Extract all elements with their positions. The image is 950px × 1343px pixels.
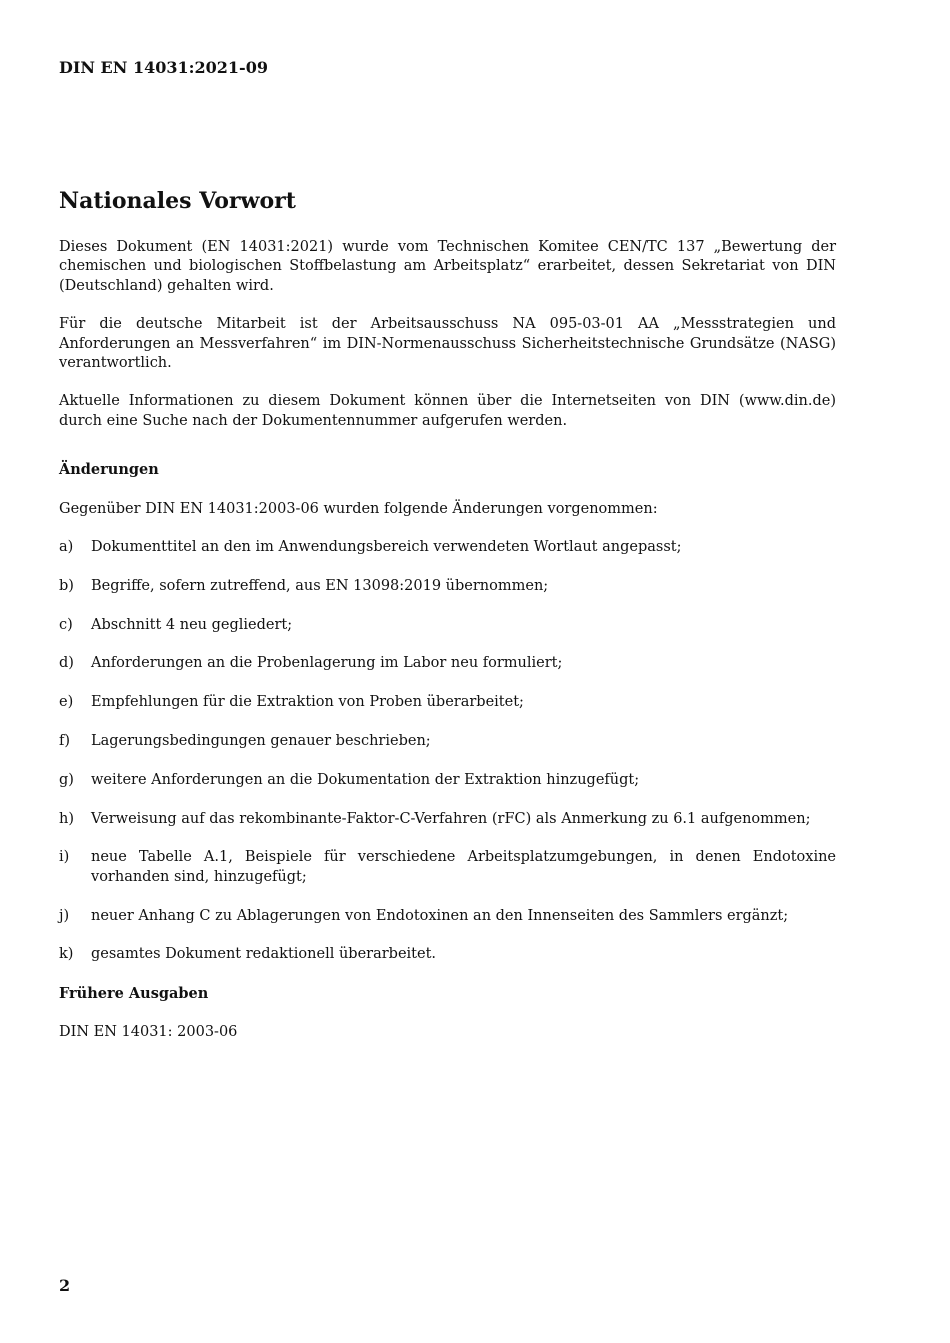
list-marker: a): [59, 539, 74, 556]
list-marker: i): [59, 849, 70, 866]
list-item-text: weitere Anforderungen an die Dokumentation der Extraktion hinzugefügt;: [91, 771, 640, 788]
list-item-text: Abschnitt 4 neu gegliedert;: [91, 616, 293, 633]
list-item-text: Lagerungsbedingungen genauer beschrieben;: [91, 733, 431, 750]
list-marker: f): [59, 733, 71, 750]
page-number: 2: [59, 1276, 71, 1295]
list-marker: j): [59, 907, 70, 924]
list-marker: d): [59, 655, 74, 672]
paragraph-committee: Dieses Dokument (EN 14031:2021) wurde vom Technischen Komitee CEN/TC 137 „Bewertung der chemischen und biologischen Stoffbelastung am Arbeitsplatz“ erarbeitet, dessen Sekretariat von DIN (Deutschland) gehalten wird.: [59, 239, 836, 294]
list-marker: c): [59, 616, 73, 633]
page-title: Nationales Vorwort: [59, 188, 296, 214]
list-item: [59, 693, 836, 712]
list-item: [59, 732, 836, 751]
list-item-text: gesamtes Dokument redaktionell überarbeitet.: [91, 946, 437, 963]
list-item: [59, 538, 836, 557]
list-item-text: Dokumenttitel an den im Anwendungsbereich verwendeten Wortlaut angepasst;: [91, 539, 682, 556]
earlier-editions-heading: Frühere Ausgaben: [59, 985, 209, 1003]
list-item: [59, 616, 836, 635]
list-item-text: neuer Anhang C zu Ablagerungen von Endotoxinen an den Innenseiten des Sammlers ergänzt;: [91, 907, 789, 924]
list-item: [59, 907, 836, 926]
list-item-text: Verweisung auf das rekombinante-Faktor-C-Verfahren (rFC) als Anmerkung zu 6.1 aufgenommen;: [91, 810, 811, 827]
paragraph-current-information: Aktuelle Informationen zu diesem Dokument können über die Internetseiten von DIN (www.din.de) durch eine Suche nach der Dokumentennummer aufgerufen werden.: [59, 393, 836, 429]
list-item-text: neue Tabelle A.1, Beispiele für verschiedene Arbeitsplatzumgebungen, in denen Endotoxine vorhanden sind, hinzugefügt;: [91, 849, 836, 885]
list-marker: g): [59, 771, 74, 788]
changes-list: [59, 538, 836, 965]
list-marker: e): [59, 694, 74, 711]
changes-intro: Gegenüber DIN EN 14031:2003-06 wurden folgende Änderungen vorgenommen:: [59, 500, 658, 517]
list-item-text: Empfehlungen für die Extraktion von Proben überarbeitet;: [91, 694, 524, 711]
list-item: [59, 577, 836, 596]
list-item: [59, 848, 836, 887]
list-item-text: Begriffe, sofern zutreffend, aus EN 13098:2019 übernommen;: [91, 577, 549, 594]
document-identifier: DIN EN 14031:2021-09: [59, 58, 268, 77]
page-content: [59, 186, 836, 1061]
list-item: [59, 771, 836, 790]
list-marker: h): [59, 810, 74, 827]
list-marker: b): [59, 577, 74, 594]
list-item: [59, 654, 836, 673]
list-item: [59, 945, 836, 964]
list-item-text: Anforderungen an die Probenlagerung im Labor neu formuliert;: [91, 655, 563, 672]
document-page: [59, 0, 836, 1343]
paragraph-working-committee: Für die deutsche Mitarbeit ist der Arbeitsausschuss NA 095-03-01 AA „Messstrategien und Anforderungen an Messverfahren“ im DIN-Normenausschuss Sicherheitstechnische Grundsätze (NASG) verantwortlich.: [59, 316, 836, 372]
earlier-editions-text: DIN EN 14031: 2003-06: [59, 1024, 238, 1041]
list-marker: k): [59, 946, 74, 963]
list-item: [59, 810, 836, 829]
changes-heading: Änderungen: [59, 461, 159, 479]
